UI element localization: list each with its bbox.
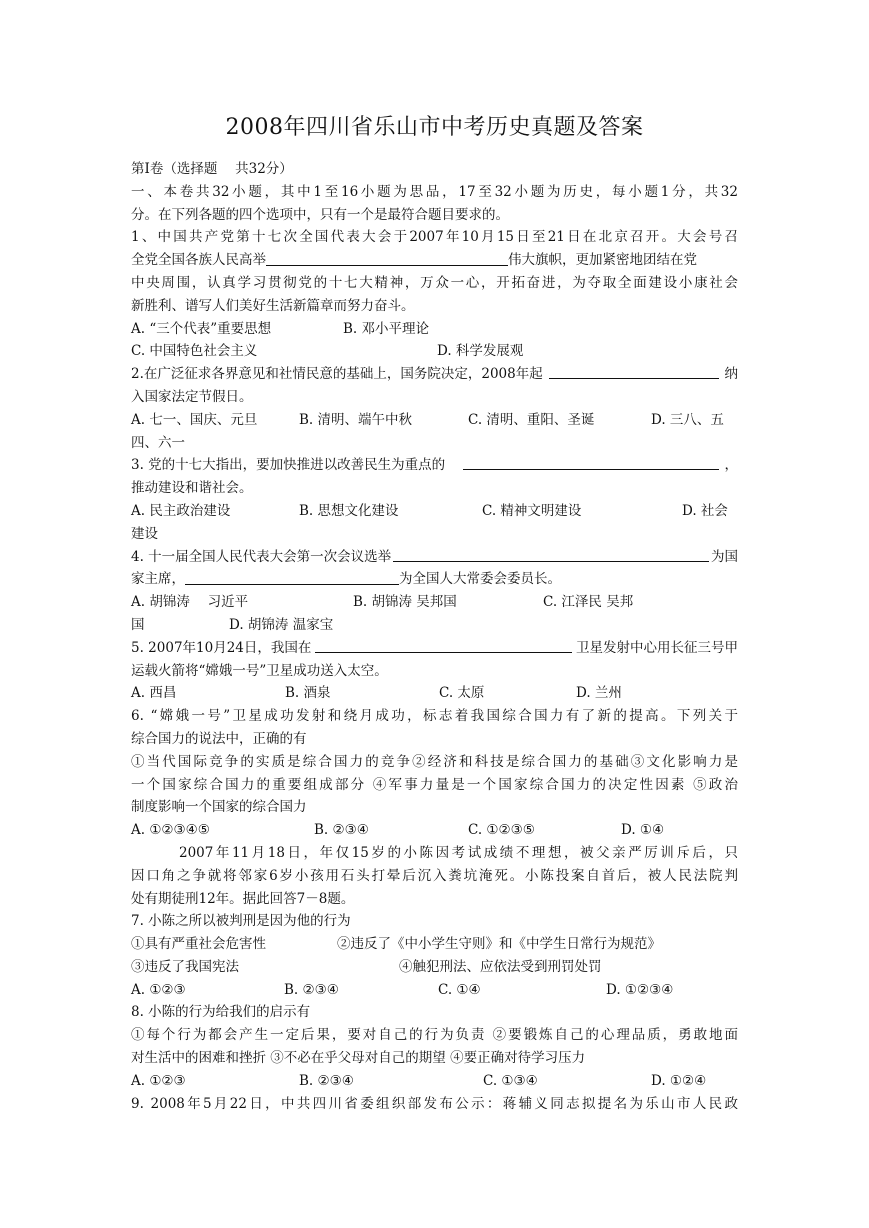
document-title: 2008年四川省乐山市中考历史真题及答案 — [225, 115, 644, 140]
question-6-stem: 综合国力的说法中，正确的有 — [131, 730, 307, 747]
answer-blank — [463, 454, 718, 470]
question-8-statement: 对生活中的困难和挫折 ③不必在乎父母对自己的期望 ④要正确对待学习压力 — [131, 1050, 586, 1067]
question-8-statement: ①每个行为都会产生一定后果，要对自己的行为负责 ②要锻炼自己的心理品质，勇敢地面 — [131, 1027, 738, 1044]
question-2-stem: 2.在广泛征求各界意见和社情民意的基础上，国务院决定，2008年起 纳 — [131, 363, 738, 386]
option: D. 社会 — [682, 502, 728, 519]
answer-blank — [549, 363, 719, 379]
option: C. ①④ — [438, 981, 481, 998]
option: C. 清明、重阳、圣诞 — [468, 411, 595, 428]
option: B. 清明、端午中秋 — [299, 411, 413, 428]
question-7-statement: ①具有严重社会危害性 ②违反了《中小学生守则》和《中学生日常行为规范》 — [131, 936, 661, 953]
option: D. 胡锦涛 温家宝 — [229, 616, 334, 633]
question-6-statement: 制度影响一个国家的综合国力 — [131, 799, 307, 816]
question-4-options — [131, 591, 738, 614]
case-passage: 处有期徒刑12年。据此回答7－8题。 — [131, 890, 355, 907]
question-5-stem: 5. 2007年10月24日，我国在 卫星发射中心用长征三号甲 — [131, 637, 738, 660]
question-4-stem: 家主席， 为全国人大常委会委员长。 — [131, 571, 561, 588]
answer-blank — [393, 546, 709, 562]
question-9-stem: 9. 2008年5月22日，中共四川省委组织部发布公示：蒋辅义同志拟提名为乐山市人民政 — [131, 1095, 738, 1112]
question-6-stem: 6. “嫦娥一号”卫星成功发射和绕月成功，标志着我国综合国力有了新的提高。下列关于 — [131, 708, 738, 725]
question-4-options: 国 D. 胡锦涛 温家宝 — [131, 614, 738, 637]
option: D. ①②③④ — [606, 981, 674, 998]
option: A. 胡锦涛 习近平 — [131, 594, 249, 611]
option: B. 酒泉 — [285, 685, 331, 702]
question-3-options — [131, 500, 738, 523]
option: B. 思想文化建设 — [299, 502, 399, 519]
case-passage: 因口角之争就将邻家6岁小孩用石头打晕后沉入粪坑淹死。小陈投案自首后，被人民法院判 — [131, 867, 738, 884]
question-8-stem: 8. 小陈的行为给我们的启示有 — [131, 1004, 311, 1021]
question-7-options — [131, 979, 738, 1002]
option: D. ①④ — [621, 822, 665, 839]
option: C. 精神文明建设 — [482, 502, 582, 519]
question-2-options: 四、六一 — [131, 434, 185, 451]
question-7-stem: 7. 小陈之所以被判刑是因为他的行为 — [131, 913, 351, 930]
option: C. ①③④ — [483, 1072, 538, 1089]
option: C. 中国特色社会主义 — [131, 343, 258, 360]
question-5-options — [131, 682, 738, 705]
option: C. ①②③⑤ — [468, 822, 535, 839]
option: A. “三个代表”重要思想 — [131, 320, 272, 337]
answer-blank — [185, 569, 399, 585]
case-passage: 2007年11月18日，年仅15岁的小陈因考试成绩不理想，被父亲严厉训斥后，只 — [179, 844, 738, 861]
answer-blank — [266, 250, 508, 266]
question-1-stem: 全党全国各族人民高举 伟大旗帜，更加紧密地团结在党 — [131, 252, 697, 269]
option: A. ①②③ — [131, 1072, 186, 1089]
option: D. 科学发展观 — [437, 343, 524, 360]
question-2-options — [131, 409, 738, 432]
answer-blank — [315, 637, 572, 653]
question-7-statement: ③违反了我国宪法 ④触犯刑法、应依法受到刑罚处罚 — [131, 958, 602, 975]
question-4-stem: 4. 十一届全国人民代表大会第一次会议选举 为国 — [131, 546, 738, 569]
document-body — [131, 158, 738, 1115]
option: C. 江泽民 吴邦 — [543, 594, 634, 611]
option: D. 三八、五 — [651, 411, 724, 428]
question-2-stem: 入国家法定节假日。 — [131, 388, 253, 405]
instructions-line: 分。在下列各题的四个选项中，只有一个是最符合题目要求的。 — [131, 206, 509, 223]
question-3-options: 建设 — [131, 525, 158, 542]
question-3-stem: 3. 党的十七大指出，要加快推进以改善民生为重点的 ， — [131, 454, 738, 477]
question-1-stem: 中央周围，认真学习贯彻党的十七大精神，万众一心，开拓奋进，为夺取全面建设小康社会 — [131, 274, 738, 291]
option: B. ②③④ — [299, 1072, 354, 1089]
question-5-stem: 运载火箭将“嫦娥一号”卫星成功送入太空。 — [131, 662, 388, 679]
option: A. 七一、国庆、元旦 — [131, 411, 258, 428]
option: B. 邓小平理论 — [343, 320, 430, 337]
question-1-options — [131, 318, 738, 341]
option: D. 兰州 — [576, 685, 622, 702]
question-3-stem: 推动建设和谐社会。 — [131, 480, 253, 497]
section-heading: 第Ⅰ卷（选择题 共32分） — [131, 161, 293, 177]
question-6-statement: 一个国家综合国力的重要组成部分 ④军事力量是一个国家综合国力的决定性因素 ⑤政治 — [131, 776, 738, 793]
option: B. 胡锦涛 吴邦国 — [353, 594, 457, 611]
question-6-statement: ①当代国际竞争的实质是综合国力的竞争②经济和科技是综合国力的基础③文化影响力是 — [131, 753, 738, 770]
option: A. ①②③ — [131, 981, 186, 998]
question-1-stem: 新胜利、谱写人们美好生活新篇章而努力奋斗。 — [131, 297, 415, 314]
question-6-options — [131, 819, 738, 842]
option: D. ①②④ — [651, 1072, 707, 1089]
option: A. 民主政治建设 — [131, 502, 231, 519]
option: B. ②③④ — [314, 822, 369, 839]
option: A. 西昌 — [131, 685, 177, 702]
question-1-options — [131, 340, 738, 363]
option: C. 太原 — [439, 685, 485, 702]
option: A. ①②③④⑤ — [131, 822, 210, 839]
question-8-options — [131, 1070, 738, 1093]
instructions-line: 一、本卷共32小题，其中1至16小题为思品，17至32小题为历史，每小题1分，共32 — [131, 183, 738, 200]
option: B. ②③④ — [284, 981, 339, 998]
question-1-stem: 1、中国共产党第十七次全国代表大会于2007年10月15日至21日在北京召开。大会号召 — [131, 229, 738, 246]
